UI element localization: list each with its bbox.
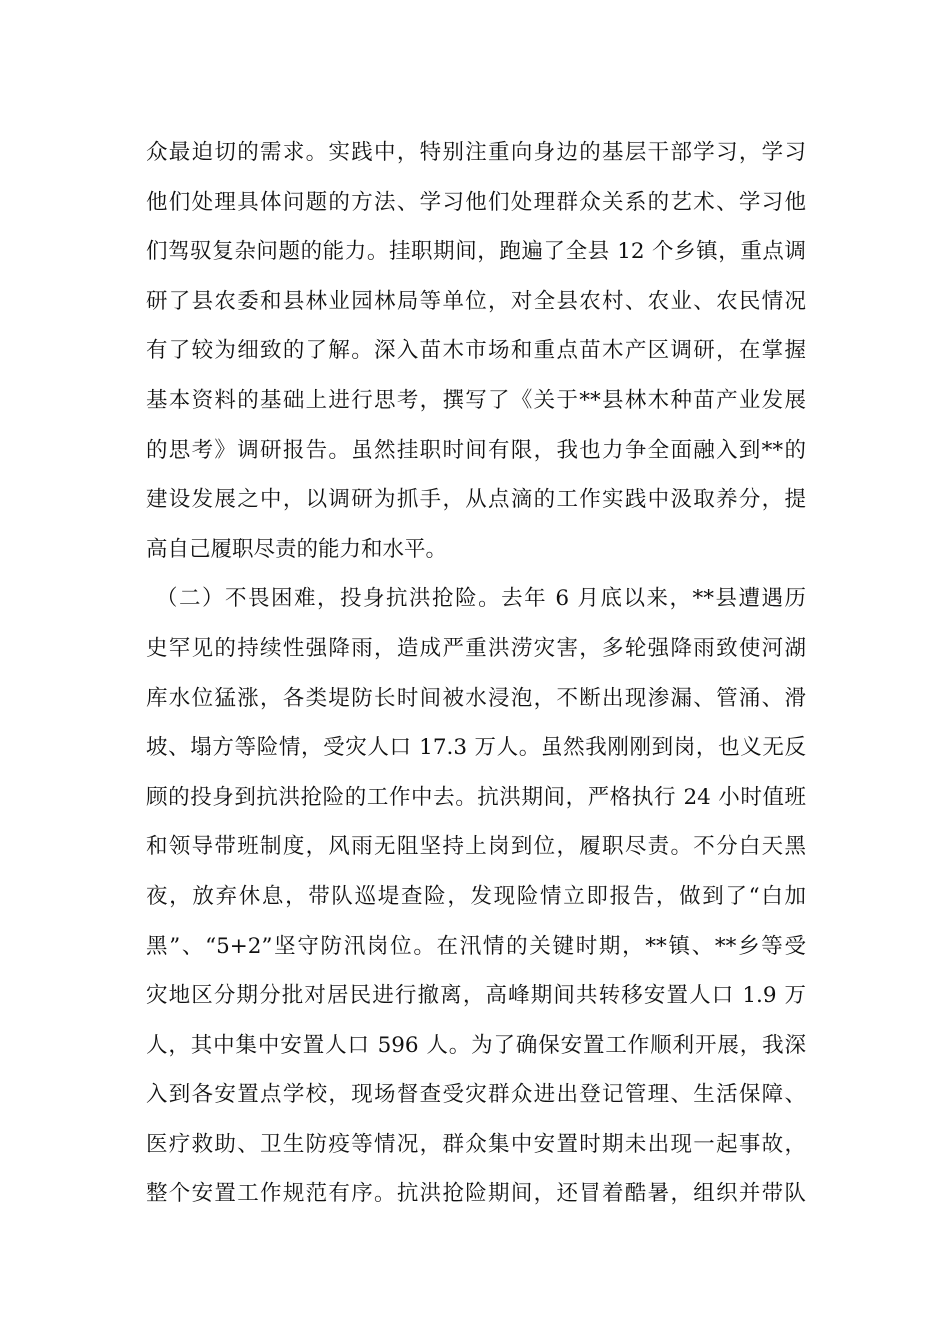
paragraph-end-line: 高自己履职尽责的能力和水平。	[146, 536, 448, 562]
text-line: 有了较为细致的了解。深入苗木市场和重点苗木产区调研，在掌握	[146, 338, 806, 364]
text-line: 医疗救助、卫生防疫等情况，群众集中安置时期未出现一起事故，	[146, 1131, 806, 1157]
text-line: 库水位猛涨，各类堤防长时间被水浸泡，不断出现渗漏、管涌、滑	[146, 685, 806, 711]
text-line: 整个安置工作规范有序。抗洪抢险期间，还冒着酷暑，组织并带队	[146, 1181, 806, 1207]
text-line: 他们处理具体问题的方法、学习他们处理群众关系的艺术、学习他	[146, 189, 806, 215]
text-line: 坡、塌方等险情，受灾人口 17.3 万人。虽然我刚刚到岗，也义无反	[146, 735, 806, 761]
section-heading-line: （二）不畏困难，投身抗洪抢险。去年 6 月底以来，**县遭遇历	[156, 586, 806, 612]
text-line: 基本资料的基础上进行思考，撰写了《关于**县林木种苗产业发展	[146, 387, 806, 413]
text-line: 众最迫切的需求。实践中，特别注重向身边的基层干部学习，学习	[146, 140, 806, 165]
text-line: 史罕见的持续性强降雨，造成严重洪涝灾害，多轮强降雨致使河湖	[146, 635, 806, 661]
text-line: 和领导带班制度，风雨无阻坚持上岗到位，履职尽责。不分白天黑	[146, 834, 806, 860]
text-line: 的思考》调研报告。虽然挂职时间有限，我也力争全面融入到**的	[146, 437, 806, 463]
text-line: 入到各安置点学校，现场督查受灾群众进出登记管理、生活保障、	[146, 1082, 806, 1108]
body-text	[146, 128, 806, 1219]
text-line: 夜，放弃休息，带队巡堤查险，发现险情立即报告，做到了“白加	[146, 883, 806, 909]
text-line: 灾地区分期分批对居民进行撤离，高峰期间共转移安置人口 1.9 万	[146, 983, 806, 1009]
text-line: 顾的投身到抗洪抢险的工作中去。抗洪期间，严格执行 24 小时值班	[146, 784, 806, 810]
text-line: 建设发展之中，以调研为抓手，从点滴的工作实践中汲取养分，提	[146, 487, 806, 513]
text-line: 研了县农委和县林业园林局等单位，对全县农村、农业、农民情况	[146, 288, 806, 314]
text-line: 们驾驭复杂问题的能力。挂职期间，跑遍了全县 12 个乡镇，重点调	[146, 239, 806, 265]
text-line: 人，其中集中安置人口 596 人。为了确保安置工作顺利开展，我深	[146, 1032, 806, 1058]
text-line: 黑”、“5+2”坚守防汛岗位。在汛情的关键时期，**镇、**乡等受	[146, 933, 806, 959]
